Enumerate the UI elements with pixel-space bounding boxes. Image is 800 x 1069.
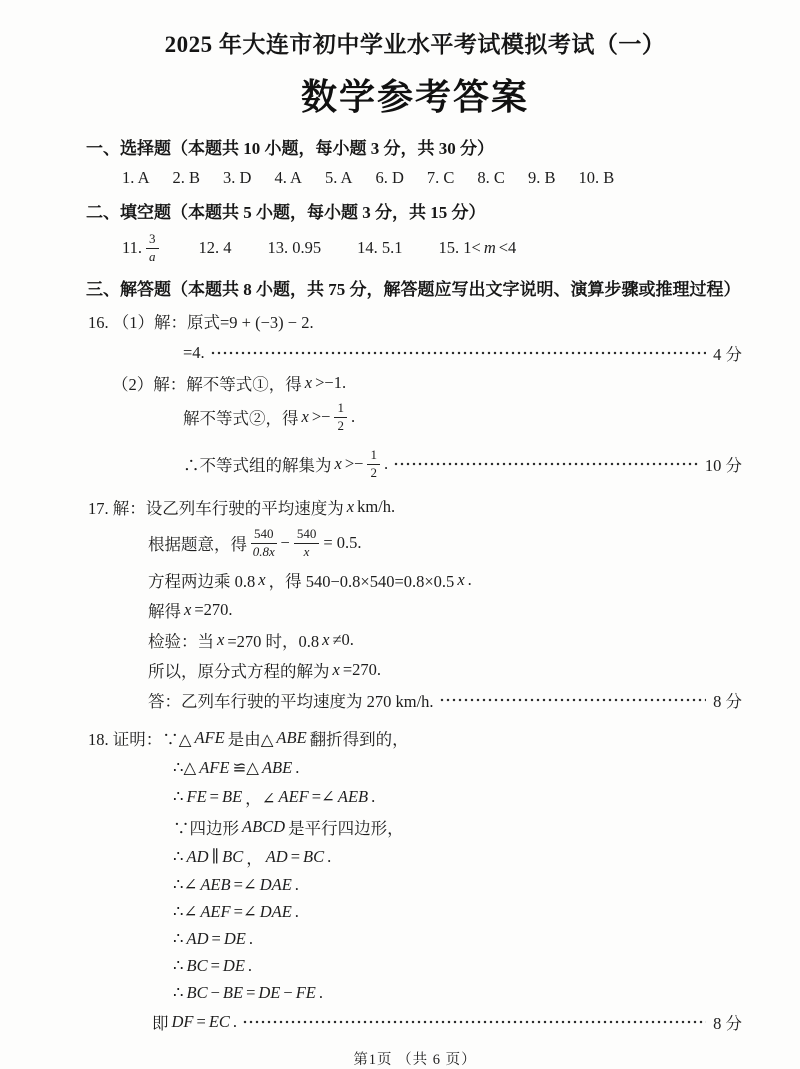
text-segment: ∴不等式组的解集为: [183, 456, 332, 476]
math-variable: AFE: [199, 758, 230, 777]
math-variable: DE: [258, 983, 281, 1002]
text-segment: ∴: [173, 786, 184, 806]
math-variable: DE: [222, 956, 245, 975]
math-variable: ABE: [276, 727, 307, 747]
text-segment: ∴∠: [173, 875, 198, 894]
text-segment: =∠: [311, 786, 335, 806]
text-segment: =: [246, 983, 256, 1002]
text-segment: 是由△: [227, 729, 274, 749]
q18-line-11: [88, 1010, 742, 1034]
math-variable: x: [217, 629, 225, 649]
text-segment: .: [371, 786, 376, 806]
q18-line-2: [88, 758, 742, 779]
math-variable: AD: [186, 846, 209, 866]
q17-line-7: [88, 688, 742, 712]
q18-line-10: [88, 983, 742, 1004]
math-variable: x: [346, 496, 355, 516]
text-segment: 5. A: [324, 168, 353, 187]
choice-answers-row: [88, 168, 742, 188]
text-segment: 11.: [122, 238, 143, 258]
math-variable: ABCD: [242, 816, 286, 836]
q16-line-5: [88, 448, 742, 481]
text-segment: .: [327, 846, 332, 866]
text-segment: .: [248, 929, 253, 948]
text-segment: 答：乙列车行驶的平均速度为 270 km/h.: [148, 691, 434, 711]
text-segment: .: [295, 758, 300, 777]
score-label: 10 分: [704, 456, 742, 476]
fraction: [251, 527, 277, 560]
text-segment: .: [467, 569, 472, 589]
answer-13: [268, 238, 322, 258]
math-variable: m: [483, 238, 496, 258]
fraction: [334, 401, 347, 434]
math-variable: AEB: [337, 786, 369, 806]
text-segment: −: [280, 533, 290, 553]
text-segment: 所以，原分式方程的解为: [148, 661, 330, 681]
text-segment: ≌△: [232, 758, 259, 777]
text-segment: .: [383, 454, 389, 474]
text-segment: =∠: [233, 902, 257, 921]
text-segment: 即: [152, 1013, 169, 1033]
text-segment: =270.: [194, 599, 233, 619]
text-segment: =270 时，0.8: [227, 631, 320, 651]
text-segment: 是平行四边形，: [288, 818, 404, 838]
text-segment: 14. 5.1: [357, 238, 403, 258]
text-segment: 4. A: [274, 168, 302, 187]
math-variable: BC: [186, 956, 208, 975]
text-segment: ，得 540−0.8×540=0.8×0.5: [268, 571, 455, 591]
text-segment: 18. 证明：∵△: [88, 729, 192, 749]
math-variable: AEB: [200, 875, 231, 894]
section2-heading: 二、填空题（本题共 5 小题，每小题 3 分，共 15 分）: [86, 203, 486, 222]
text-segment: ∵四边形: [173, 818, 239, 838]
text-segment: =: [210, 956, 220, 975]
math-variable: BC: [303, 846, 325, 866]
math-variable: x: [334, 454, 342, 474]
text-segment: （2）解：解不等式①，得: [112, 374, 302, 394]
text-segment: ，∠: [245, 788, 276, 808]
text-segment: ∥: [211, 846, 220, 866]
text-segment: ∴: [173, 846, 184, 866]
fraction-numerator: 1: [367, 448, 380, 465]
text-segment: 7. C: [426, 168, 455, 187]
q17-line-1: [88, 495, 742, 519]
math-variable: x: [457, 569, 465, 589]
math-variable: AEF: [278, 786, 309, 806]
text-segment: 12. 4: [198, 238, 232, 258]
text-segment: =270.: [342, 659, 382, 679]
math-variable: AFE: [194, 727, 225, 747]
text-segment: 2. B: [172, 168, 201, 187]
fraction: [294, 527, 320, 560]
text-segment: <4: [498, 238, 517, 258]
math-variable: x: [332, 659, 340, 679]
math-variable: DF: [171, 1011, 194, 1031]
text-segment: ∴△: [173, 758, 197, 777]
q16-line-4: [88, 401, 742, 434]
text-segment: .: [350, 407, 356, 427]
text-segment: 1. A: [122, 168, 150, 187]
text-segment: =: [211, 929, 221, 948]
math-variable: BE: [222, 983, 244, 1002]
math-variable: ABE: [261, 758, 293, 777]
score-label: 4 分: [713, 344, 742, 364]
text-segment: =4.: [183, 342, 205, 362]
text-segment: −: [210, 983, 220, 1002]
q18-line-4: [88, 815, 742, 839]
math-variable: DAE: [259, 875, 292, 894]
text-segment: >−1.: [315, 372, 347, 392]
fraction-denominator: 2: [337, 417, 344, 433]
text-segment: 6. D: [375, 168, 404, 187]
math-variable: x: [301, 407, 309, 427]
text-segment: ∴∠: [173, 902, 198, 921]
q18-line-8: [88, 929, 742, 950]
text-segment: ∴: [173, 956, 184, 975]
dotted-leader: [393, 460, 698, 468]
math-variable: BC: [222, 846, 244, 866]
fraction-numerator: 540: [251, 527, 277, 544]
q18-line-9: [88, 956, 742, 977]
text-segment: 15. 1<: [438, 238, 481, 258]
blank-answers-row: [88, 232, 742, 265]
text-segment: =∠: [233, 875, 257, 894]
text-segment: .: [232, 1011, 238, 1031]
section3-heading: 三、解答题（本题共 8 小题，共 75 分，解答题应写出文字说明、演算步骤或推理过程）: [86, 279, 741, 299]
q17-line-6: [88, 658, 742, 682]
q18-line-7: [88, 902, 742, 923]
math-variable: DE: [223, 929, 246, 948]
math-variable: FE: [186, 786, 207, 806]
math-variable: BC: [186, 983, 208, 1002]
score-label: 8 分: [713, 1013, 742, 1033]
math-variable: AD: [265, 846, 288, 866]
text-segment: ，: [246, 848, 263, 868]
section1-heading: 一、选择题（本题共 10 小题，每小题 3 分，共 30 分）: [86, 139, 494, 158]
exam-title: 2025 年大连市初中学业水平考试模拟考试（一）: [164, 32, 666, 57]
text-segment: 方程两边乘 0.8: [148, 571, 256, 591]
text-segment: 9. B: [527, 168, 556, 187]
math-variable: x: [184, 599, 192, 619]
fraction-denominator: 2: [370, 464, 377, 480]
q16-line-3: [88, 371, 742, 395]
text-segment: 8. C: [477, 168, 505, 187]
answer-15: [439, 238, 517, 258]
text-segment: .: [318, 983, 323, 1002]
q17-line-4: [88, 598, 742, 622]
q18-line-5: [88, 845, 742, 869]
q16-line-1: [88, 309, 742, 333]
page-number-footer: 第1页 （共 6 页）: [353, 1051, 477, 1068]
math-variable: DAE: [259, 902, 292, 921]
math-variable: BE: [221, 786, 243, 806]
fraction-numerator: 3: [146, 232, 159, 249]
document-title: 数学参考答案: [300, 77, 529, 117]
fraction-denominator: 0.8x: [252, 543, 275, 559]
text-segment: ∴: [173, 983, 184, 1002]
q16-line-2: [88, 341, 742, 365]
fraction-numerator: 540: [294, 527, 320, 544]
text-segment: .: [294, 875, 299, 894]
q17-line-5: [88, 628, 742, 652]
text-segment: 解得: [148, 601, 181, 621]
dotted-leader: [210, 349, 706, 357]
math-variable: AEF: [200, 902, 231, 921]
text-segment: .: [294, 902, 299, 921]
text-segment: 13. 0.95: [267, 238, 322, 258]
text-segment: >−: [311, 407, 331, 427]
score-label: 8 分: [713, 691, 742, 711]
math-variable: EC: [208, 1011, 230, 1031]
math-variable: x: [322, 629, 330, 649]
text-segment: >−: [344, 454, 364, 474]
fraction-numerator: 1: [334, 401, 347, 418]
text-segment: .: [247, 956, 253, 975]
answer-14: [357, 238, 402, 258]
text-segment: 17. 解：设乙列车行驶的平均速度为: [88, 498, 344, 518]
dotted-leader: [439, 696, 707, 704]
dotted-leader: [242, 1018, 706, 1026]
q18-line-1: [88, 726, 742, 750]
text-segment: 10. B: [578, 168, 615, 187]
text-segment: 解不等式②，得: [183, 409, 299, 429]
text-segment: =: [209, 786, 219, 806]
text-segment: ∴: [173, 929, 184, 948]
answer-11: [122, 232, 163, 265]
text-segment: 根据题意，得: [148, 535, 247, 555]
fraction-denominator: x: [303, 543, 310, 559]
text-segment: 3. D: [223, 168, 252, 187]
q18-line-6: [88, 875, 742, 896]
text-segment: =: [196, 1011, 206, 1031]
fraction: [146, 232, 159, 265]
text-segment: = 0.5.: [323, 533, 362, 553]
fraction-denominator: a: [149, 248, 156, 264]
text-segment: km/h.: [357, 496, 396, 516]
q17-line-2: [88, 527, 742, 560]
text-segment: 翻折得到的，: [309, 729, 409, 749]
math-variable: x: [304, 372, 313, 392]
text-segment: 检验：当: [148, 631, 214, 651]
fraction: [367, 448, 380, 481]
text-segment: −: [283, 983, 293, 1002]
q17-line-3: [88, 568, 742, 592]
q18-line-3: [88, 785, 742, 809]
math-variable: x: [258, 569, 266, 589]
text-segment: =: [290, 846, 301, 866]
math-variable: FE: [295, 983, 316, 1002]
answer-12: [199, 238, 232, 258]
text-segment: ≠0.: [332, 629, 354, 649]
math-variable: AD: [186, 929, 209, 948]
text-segment: 16. （1）解：原式=9 + (−3) − 2.: [88, 312, 314, 332]
